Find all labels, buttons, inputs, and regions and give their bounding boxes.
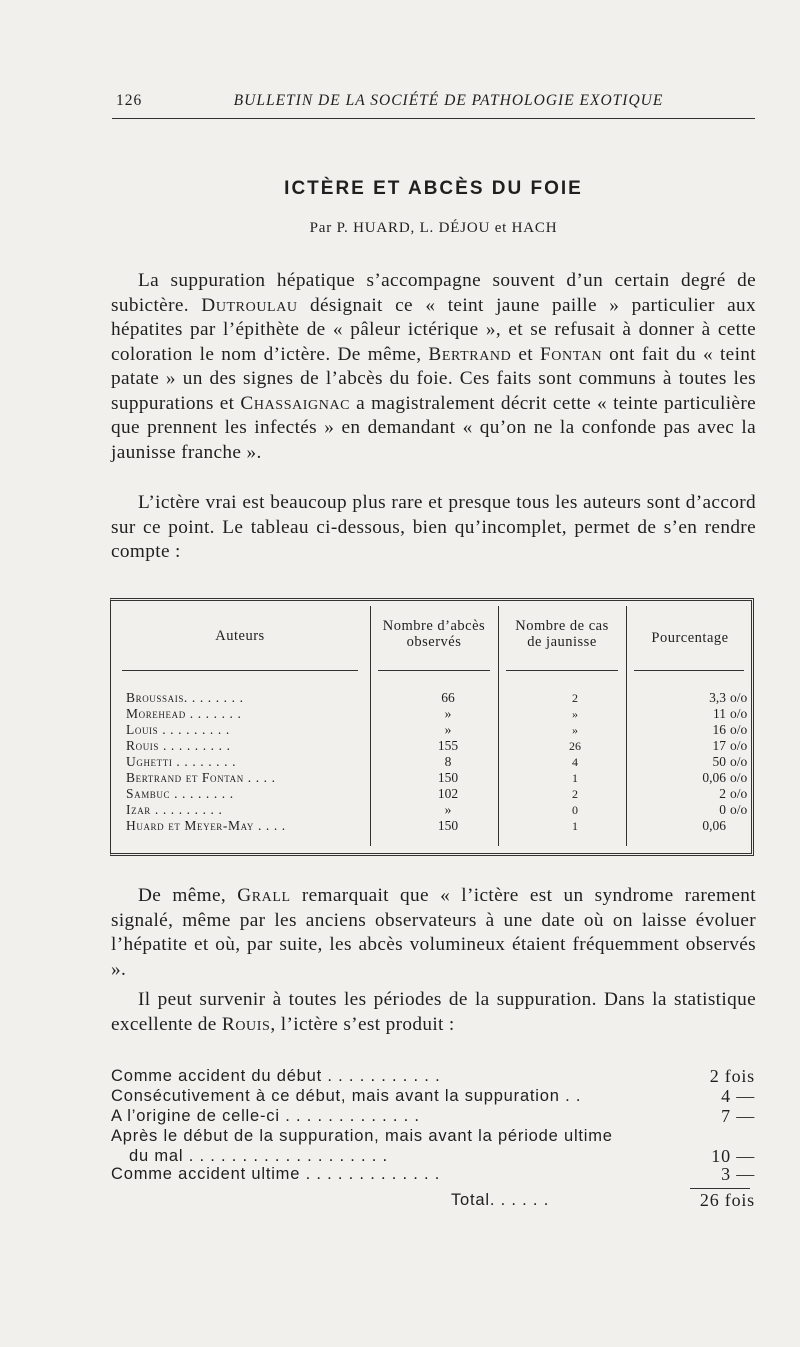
table-row [126, 770, 746, 786]
table-header-rule [378, 670, 490, 671]
stat-count: 3 — [721, 1164, 755, 1184]
author-name: Bertrand [428, 343, 512, 365]
stat-label: Comme accident du début . . . . . . . . . . . [111, 1067, 441, 1085]
col-header-abscess: Nombre d’abcès observés [382, 618, 486, 650]
jaundice-cell: 4 [572, 755, 578, 769]
stat-line [111, 1066, 755, 1086]
col-header-percent: Pourcentage [651, 630, 729, 646]
paragraph-2: L’ictère vrai est beaucoup plus rare et presque tous les auteurs sont d’accord sur ce point. Le tableau ci-dessous, bien qu’incomplet, permet de s’en rendre compte : [111, 492, 756, 562]
table-row [126, 786, 746, 802]
percent-cell: 16 [712, 722, 726, 737]
table-header-rule [506, 670, 618, 671]
author-name: Rouis [221, 1013, 271, 1035]
author-cell: Morehead . . . . . . . [126, 706, 242, 721]
author-name: Chassaignac [240, 392, 351, 414]
abscess-cell: » [444, 722, 452, 737]
abscess-cell: » [444, 706, 452, 721]
author-cell: Ughetti . . . . . . . . [126, 754, 237, 769]
stat-count: 7 — [721, 1106, 755, 1126]
percent-cell: 0,06 [702, 770, 726, 785]
jaundice-cell: 2 [572, 787, 578, 801]
percent-cell: 11 [713, 706, 726, 721]
author-cell: Bertrand et Fontan . . . . [126, 770, 276, 785]
table-header-rule [122, 670, 358, 671]
jaundice-cell: 2 [572, 691, 578, 705]
percent-cell: 3,3 [709, 690, 726, 705]
abscess-cell: 150 [437, 818, 459, 833]
author-name: Fontan [539, 343, 603, 365]
stat-count: 4 — [721, 1086, 755, 1106]
percent-unit: o/o [730, 754, 748, 769]
stat-line [111, 1106, 755, 1126]
stat-label: Consécutivement à ce début, mais avant la suppuration . . [111, 1087, 582, 1105]
percent-unit: o/o [730, 802, 748, 817]
percent-unit: o/o [730, 690, 748, 705]
percent-unit: o/o [730, 738, 748, 753]
abscess-jaundice-table [110, 598, 754, 856]
percent-cell: 0,06 [702, 818, 726, 833]
table-row [126, 754, 746, 770]
journal-title: BULLETIN DE LA SOCIÉTÉ DE PATHOLOGIE EXOTIQUE [233, 92, 664, 109]
jaundice-cell: » [572, 723, 578, 737]
percent-cell: 0 [719, 802, 726, 817]
abscess-cell: 66 [441, 690, 455, 705]
author-cell: Rouis . . . . . . . . . [126, 738, 231, 753]
stat-count: 2 fois [709, 1066, 755, 1086]
table-row [126, 818, 746, 834]
stat-label: Après le début de la suppuration, mais avant la période ultime [111, 1127, 613, 1145]
jaundice-cell: 1 [572, 819, 578, 833]
article-byline: Par P. HUARD, L. DÉJOU et HACH [309, 220, 558, 236]
total-line [111, 1190, 755, 1212]
stat-count: 10 — [711, 1146, 755, 1166]
paragraph-1: La suppuration hépatique s’accompagne souvent d’un certain degré de subictère. Dutroulau désignait ce « teint jaune paille » particulier aux hépatites par l’épithète de « pâleur ictérique », et se refusait à donner à cette coloration le nom d’ictère. De même, Bertrand et Fontan ont fait du « teint patate » un des signes de l’abcès du foie. Ces faits sont communs à toutes les suppurations et Chassaignac a magistralement décrit cette « teinte particulière que prennent les infectés » en demandant « qu’on ne la confonde pas avec la jaunisse franche ». [111, 270, 757, 463]
abscess-cell: 150 [437, 770, 459, 785]
percent-unit: o/o [730, 722, 748, 737]
stat-line [111, 1146, 755, 1166]
total-count: 26 fois [699, 1190, 755, 1210]
jaundice-cell: » [572, 707, 578, 721]
stat-label: A l’origine de celle-ci . . . . . . . . . . . . . [111, 1107, 420, 1125]
total-label: Total. . . . . . [451, 1191, 550, 1209]
table-row [126, 738, 746, 754]
author-name: Grall [237, 885, 291, 906]
jaundice-cell: 1 [572, 771, 578, 785]
running-header [112, 88, 755, 116]
author-cell: Sambuc . . . . . . . . [126, 786, 234, 801]
abscess-cell: 102 [437, 786, 459, 801]
percent-cell: 2 [719, 786, 726, 801]
author-cell: Louis . . . . . . . . . [126, 722, 230, 737]
table-header-rule [634, 670, 744, 671]
article-title: ICTÈRE ET ABCÈS DU FOIE [284, 178, 583, 199]
abscess-cell: » [444, 802, 452, 817]
jaundice-cell: 26 [569, 739, 581, 753]
percent-unit: o/o [730, 706, 748, 721]
abscess-cell: 155 [437, 738, 459, 753]
author-cell: Huard et Meyer-May . . . . [126, 818, 286, 833]
table-row [126, 722, 746, 738]
percent-unit: o/o [730, 786, 748, 801]
abscess-cell: 8 [444, 754, 452, 769]
author-cell: Broussais. . . . . . . . [126, 690, 244, 705]
jaundice-cell: 0 [572, 803, 578, 817]
stat-line [111, 1126, 755, 1146]
paragraph-4: Il peut survenir à toutes les périodes de la suppuration. Dans la statistique excellente de Rouis, l’ictère s’est produit : [111, 989, 756, 1035]
header-rule [112, 118, 755, 119]
table-row [126, 802, 746, 818]
col-header-jaundice: Nombre de cas de jaunisse [515, 618, 609, 650]
page-number: 126 [116, 92, 143, 109]
stat-label: Comme accident ultime . . . . . . . . . . . . . [111, 1165, 441, 1183]
table-row [126, 690, 746, 706]
paragraph-3: De même, Grall remarquait que « l’ictère est un syndrome rarement signalé, même par les anciens observateurs à une date où on laisse évoluer l’hépatite et où, par suite, les abcès volumineux étaient fréquemment observés ». [111, 885, 756, 980]
percent-cell: 50 [712, 754, 726, 769]
stat-label: du mal . . . . . . . . . . . . . . . . . . . [129, 1147, 388, 1165]
stat-line [111, 1086, 755, 1106]
author-name: Dutroulau [201, 294, 298, 316]
col-header-authors: Auteurs [215, 628, 265, 644]
stat-line [111, 1164, 755, 1184]
percent-cell: 17 [712, 738, 726, 753]
total-rule [690, 1188, 750, 1189]
table-row [126, 706, 746, 722]
author-cell: Izar . . . . . . . . . [126, 802, 223, 817]
percent-unit: o/o [730, 770, 748, 785]
